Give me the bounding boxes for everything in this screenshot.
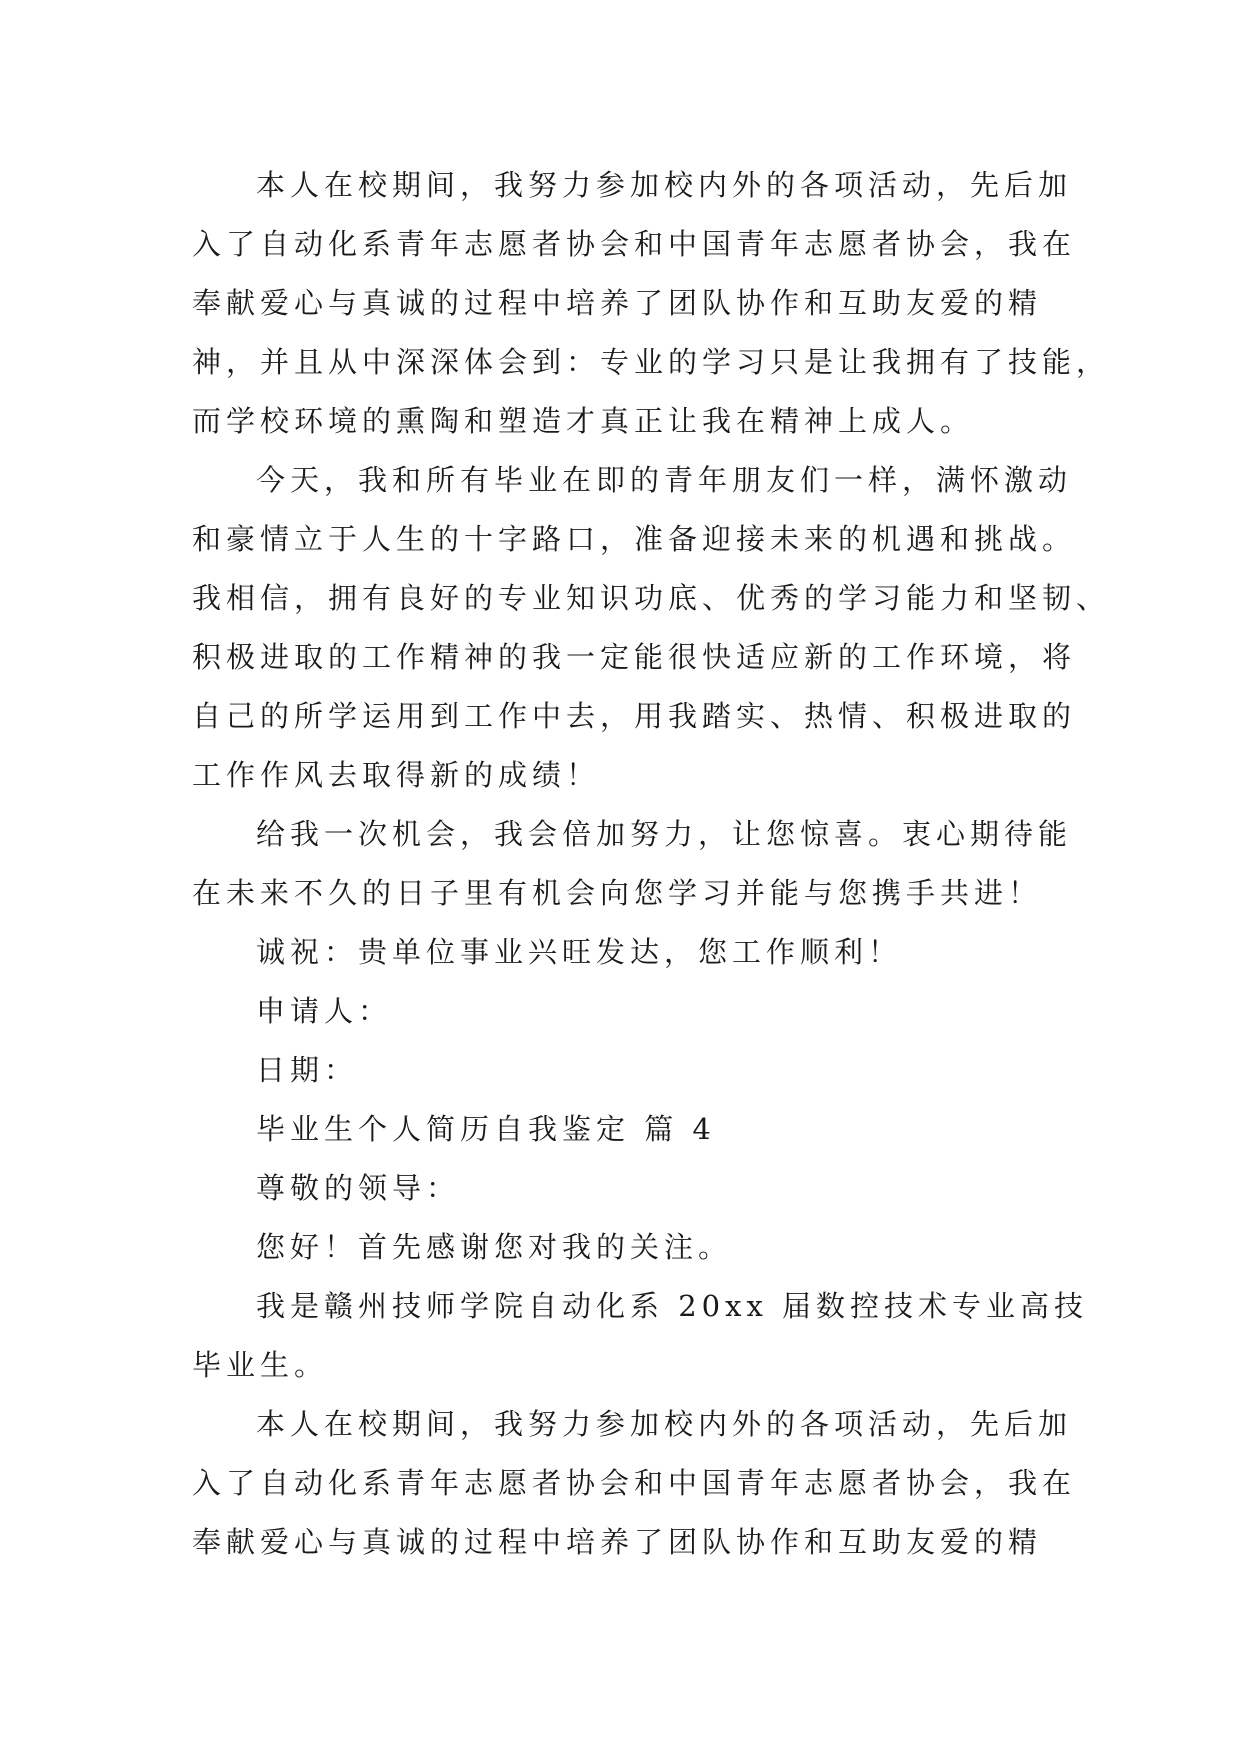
greeting-line: 您好！首先感谢您对我的关注。 bbox=[256, 1230, 733, 1264]
text-line: 工作作风去取得新的成绩！ bbox=[192, 758, 601, 792]
section-heading: 毕业生个人简历自我鉴定 篇 4 bbox=[256, 1112, 716, 1146]
text-line: 自己的所学运用到工作中去，用我踏实、热情、积极进取的 bbox=[192, 699, 1077, 733]
text-line: 在未来不久的日子里有机会向您学习并能与您携手共进！ bbox=[192, 876, 1043, 910]
text-line: 奉献爱心与真诚的过程中培养了团队协作和互助友爱的精 bbox=[192, 286, 1043, 320]
text-line: 而学校环境的熏陶和塑造才真正让我在精神上成人。 bbox=[192, 404, 975, 438]
text-line: 入了自动化系青年志愿者协会和中国青年志愿者协会，我在 bbox=[192, 227, 1077, 261]
text-line: 本人在校期间，我努力参加校内外的各项活动，先后加 bbox=[256, 168, 1073, 202]
date-label: 日期： bbox=[256, 1053, 359, 1087]
closing-line: 诚祝：贵单位事业兴旺发达，您工作顺利！ bbox=[256, 935, 903, 969]
text-line: 入了自动化系青年志愿者协会和中国青年志愿者协会，我在 bbox=[192, 1466, 1077, 1500]
text-line: 今天，我和所有毕业在即的青年朋友们一样，满怀激动 bbox=[256, 463, 1073, 497]
text-line: 我是赣州技师学院自动化系 20xx 届数控技术专业高技 bbox=[256, 1289, 1089, 1323]
text-line: 积极进取的工作精神的我一定能很快适应新的工作环境，将 bbox=[192, 640, 1077, 674]
text-line: 和豪情立于人生的十字路口，准备迎接未来的机遇和挑战。 bbox=[192, 522, 1077, 556]
salutation: 尊敬的领导： bbox=[256, 1171, 461, 1205]
text-line: 神，并且从中深深体会到：专业的学习只是让我拥有了技能， bbox=[192, 345, 1111, 379]
text-line: 毕业生。 bbox=[192, 1348, 329, 1382]
text-line: 给我一次机会，我会倍加努力，让您惊喜。衷心期待能 bbox=[256, 817, 1073, 851]
applicant-label: 申请人： bbox=[256, 994, 393, 1028]
text-line: 奉献爱心与真诚的过程中培养了团队协作和互助友爱的精 bbox=[192, 1525, 1043, 1559]
text-line: 本人在校期间，我努力参加校内外的各项活动，先后加 bbox=[256, 1407, 1073, 1441]
text-line: 我相信，拥有良好的专业知识功底、优秀的学习能力和坚韧、 bbox=[192, 581, 1111, 615]
document-body bbox=[192, 156, 1111, 1572]
